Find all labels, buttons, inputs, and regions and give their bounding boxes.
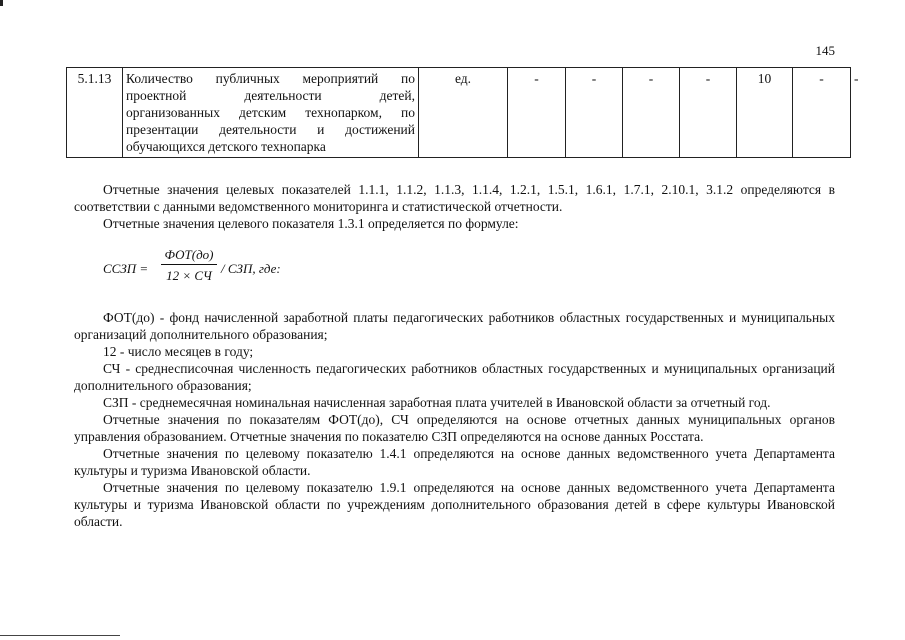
formula-denominator: 12 × СЧ <box>166 268 212 283</box>
table-row: 5.1.13 Количество публичных мероприятий по проектной деятельности детей, организованных детским технопарком, по презентации деятельности и достижений обучающихся детского технопарка ед. - - - - 10 - - <box>67 68 851 158</box>
paragraph: СЧ - среднесписочная численность педагогических работников областных государственных и муниципальных организаций дополнительного образования; <box>74 361 835 393</box>
paragraph: 12 - число месяцев в году; <box>103 344 254 359</box>
formula-rhs: / СЗП, где: <box>221 261 281 276</box>
page-number: 145 <box>815 43 835 58</box>
value-cell: - <box>793 68 851 158</box>
paragraph: Отчетные значения по целевому показателю 1.4.1 определяются на основе данных ведомственного учета Департамента культуры и туризма Ивановской области. <box>74 446 835 478</box>
unit-cell: ед. <box>419 68 508 158</box>
intro-text <box>74 181 835 232</box>
value-cell: 10 <box>737 68 793 158</box>
row-number: 5.1.13 <box>67 68 123 158</box>
indicator-name-line: обучающихся детского технопарка <box>126 139 326 154</box>
paragraph: Отчетные значения целевого показателя 1.3.1 определяется по формуле: <box>103 216 519 231</box>
value-cell: - <box>508 68 566 158</box>
paragraph: СЗП - среднемесячная номинальная начисленная заработная плата учителей в Ивановской области за отчетный год. <box>103 395 771 410</box>
paragraph: Отчетные значения целевых показателей 1.1.1, 1.1.2, 1.1.3, 1.1.4, 1.2.1, 1.5.1, 1.6.1, 1.7.1, 2.10.1, 3.1.2 определяются в соответствии с данными ведомственного мониторинга и статистической отчетности. <box>74 182 835 214</box>
value-cell: - <box>566 68 623 158</box>
formula-fraction <box>161 247 217 284</box>
indicator-name-line: Количество публичных мероприятий по <box>126 71 415 86</box>
indicator-table <box>66 67 859 158</box>
value-cell: - <box>680 68 737 158</box>
scan-corner-mark <box>0 0 3 6</box>
formula-lhs: ССЗП = <box>103 261 149 276</box>
indicator-name-line: проектной деятельности детей, <box>126 88 415 103</box>
paragraph: Отчетные значения по целевому показателю 1.9.1 определяются на основе данных ведомственного учета Департамента культуры и туризма Ивановской области по учреждениям дополнительного образования детей в сфере культуры Ивановской области. <box>74 480 835 529</box>
formula-numerator: ФОТ(до) <box>161 247 217 265</box>
paragraph: ФОТ(до) - фонд начисленной заработной платы педагогических работников областных государственных и муниципальных организаций дополнительного образования; <box>74 310 835 342</box>
indicator-name <box>123 68 419 158</box>
scan-bottom-line <box>0 635 120 636</box>
paragraph: Отчетные значения по показателям ФОТ(до), СЧ определяются на основе отчетных данных муниципальных органов управления образованием. Отчетные значения по показателю СЗП определяются на основе данных Росстата. <box>74 412 835 444</box>
definitions-text <box>74 309 835 530</box>
value-cell: - <box>623 68 680 158</box>
indicator-name-line: организованных детским технопарком, по <box>126 105 415 120</box>
indicator-name-line: презентации деятельности и достижений <box>126 122 415 137</box>
